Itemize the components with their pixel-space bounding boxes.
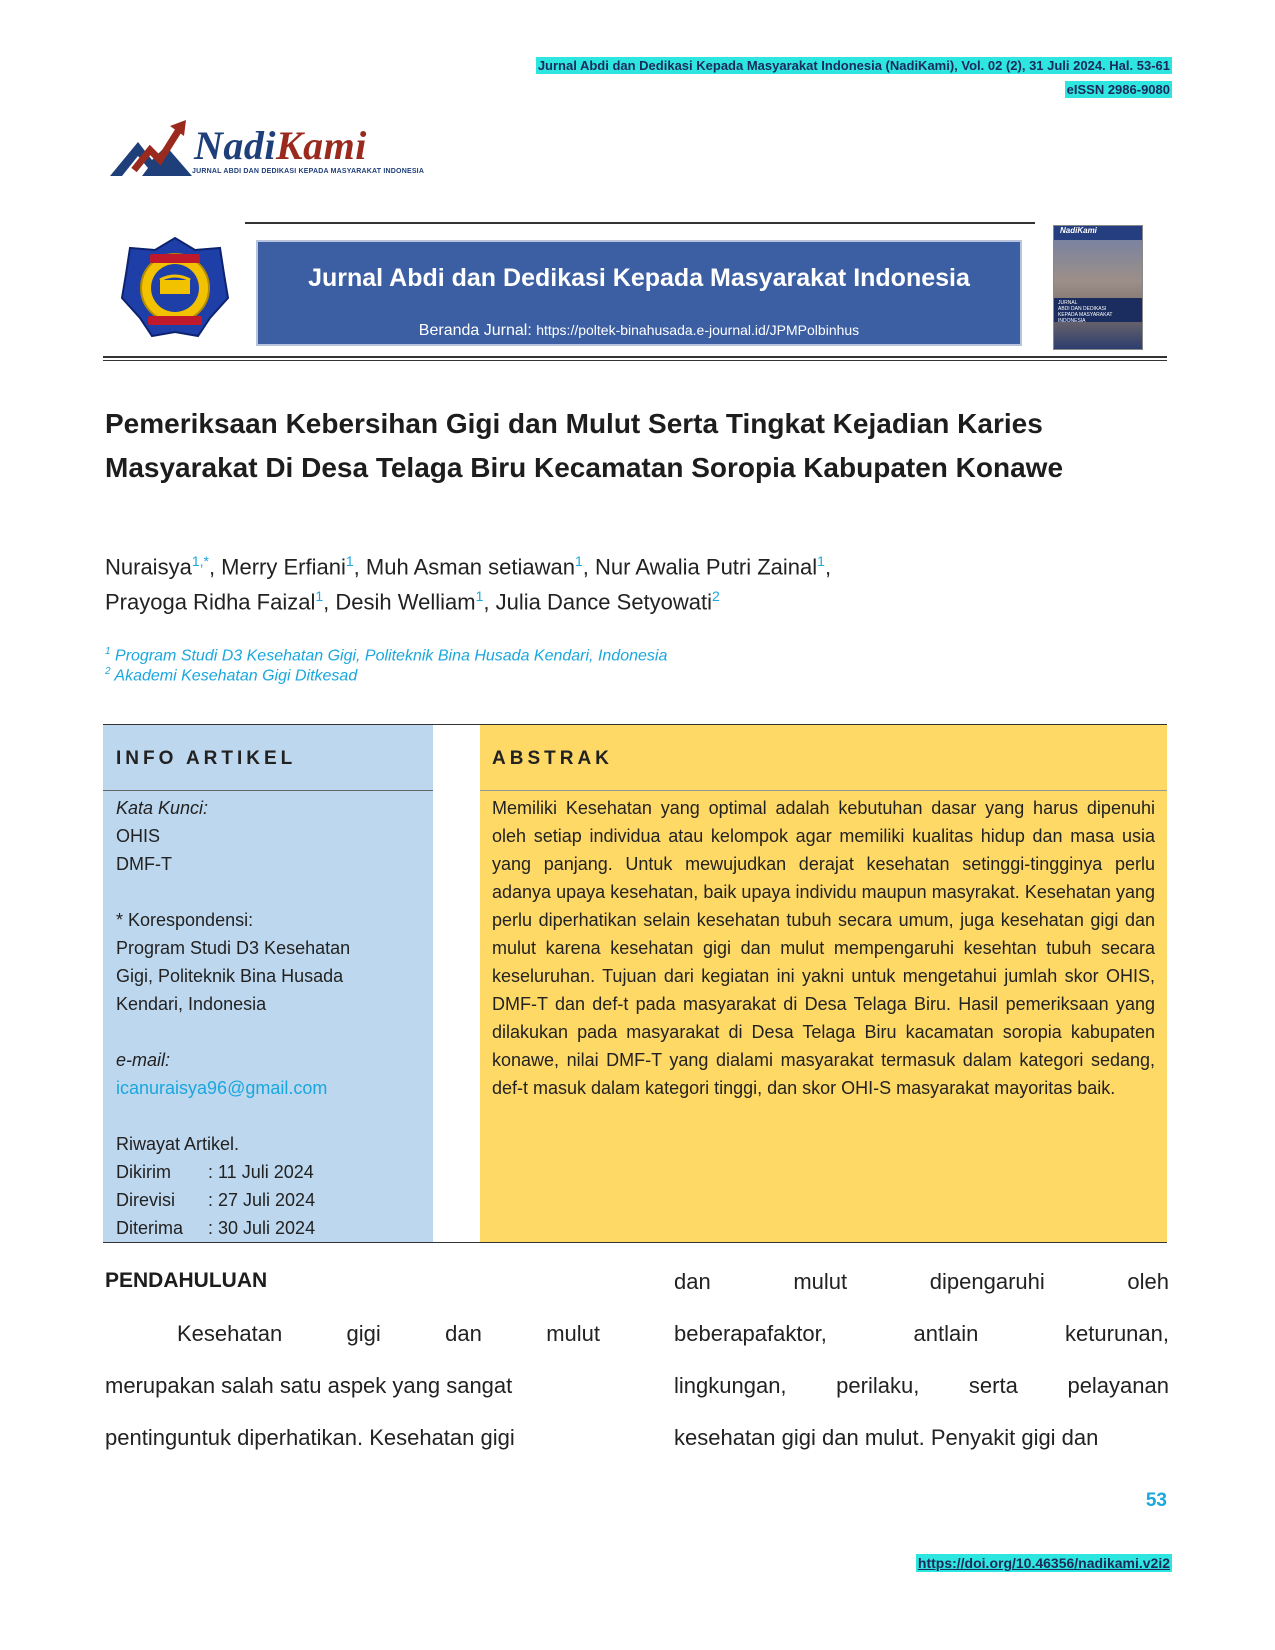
article-title: Pemeriksaan Kebersihan Gigi dan Mulut Serta Tingkat Kejadian Karies Masyarakat Di Desa Telaga Biru Kecamatan Soropia Kabupaten Konawe: [105, 408, 1064, 483]
banner-rule-bottom: [103, 356, 1167, 358]
author-affiliation-mark: 1,*: [191, 553, 209, 569]
article-info-body: [116, 794, 426, 1242]
body-text-line: dan mulut dipengaruhi oleh: [674, 1269, 1169, 1294]
history-row: Diterima : 30 Juli 2024: [116, 1218, 316, 1238]
abstract-heading: ABSTRAK: [492, 748, 613, 769]
author-name: , Desih Welliam: [323, 589, 476, 615]
body-text-line: merupakan salah satu aspek yang sangat: [105, 1373, 513, 1398]
banner-title: Jurnal Abdi dan Dedikasi Kepada Masyarakat Indonesia: [308, 264, 970, 292]
body-text-line: beberapafaktor, antlain keturunan,: [674, 1321, 1169, 1346]
body-text-line: kesehatan gigi dan mulut. Penyakit gigi dan: [674, 1425, 1099, 1450]
cover-band: JURNAL ABDI DAN DEDIKASI KEPADA MASYARAKAT INDONESIA: [1054, 298, 1142, 322]
banner-rule-top: [245, 222, 1035, 224]
body-text-line: Kesehatan gigi dan mulut: [177, 1321, 600, 1346]
email-link[interactable]: icanuraisya96@gmail.com: [116, 1078, 328, 1098]
running-header-issn: eISSN 2986-9080: [1066, 82, 1170, 97]
correspondence-line: Gigi, Politeknik Bina Husada: [116, 966, 344, 986]
author-list-line-2: [105, 588, 720, 615]
author-name: , Nur Awalia Putri Zainal: [582, 554, 818, 580]
cover-header: NadiKami: [1054, 226, 1142, 240]
author-affiliation-mark: 1: [315, 588, 324, 604]
info-box-rule-bottom: [103, 1242, 1167, 1243]
email-label: e-mail:: [116, 1050, 171, 1070]
logo-mountain-arrow-icon: [108, 120, 194, 180]
author-affiliation-mark: 1: [817, 553, 825, 569]
author-name: ,: [824, 554, 832, 580]
journal-banner: [256, 240, 1022, 346]
nadikami-logo: [108, 120, 425, 190]
author-list-line-1: [105, 553, 831, 580]
correspondence-line: Program Studi D3 Kesehatan: [116, 938, 351, 958]
politeknik-seal: [120, 236, 230, 341]
author-name: , Merry Erfiani: [208, 554, 346, 580]
author-affiliation-mark: 1: [345, 553, 354, 569]
keyword: OHIS: [116, 826, 161, 846]
author-name: Nuraisya: [105, 554, 192, 580]
article-info-heading: INFO ARTIKEL: [116, 748, 297, 769]
section-heading-introduction: PENDAHULUAN: [105, 1269, 268, 1292]
author-affiliation-mark: 1: [475, 588, 484, 604]
keyword: DMF-T: [116, 854, 172, 874]
affiliation-2: $^2$ Akademi Kesehatan Gigi Ditkesad: [105, 666, 358, 685]
running-header-journal: Jurnal Abdi dan Dedikasi Kepada Masyarakat Indonesia (NadiKami), Vol. 02 (2), 31 Juli 2024. Hal. 53-61: [537, 58, 1170, 73]
keywords-label: Kata Kunci:: [116, 798, 209, 818]
author-affiliation-mark: 2: [712, 588, 720, 604]
banner-homepage: [258, 322, 1020, 340]
correspondence-line: Kendari, Indonesia: [116, 994, 267, 1014]
banner-homepage-label: Beranda Jurnal:: [418, 322, 537, 339]
article-info-divider: [103, 790, 433, 791]
body-text-line: pentinguntuk diperhatikan. Kesehatan gigi: [105, 1425, 515, 1450]
history-row: Dikirim : 11 Juli 2024: [116, 1162, 314, 1182]
banner-rule-bottom-thin: [103, 360, 1167, 361]
banner-homepage-link[interactable]: https://poltek-binahusada.e-journal.id/JPMPolbinhus: [536, 322, 860, 338]
doi-link[interactable]: https://doi.org/10.46356/nadikami.v2i2: [917, 1555, 1170, 1571]
author-affiliation-mark: 1: [575, 553, 583, 569]
body-text-line: lingkungan, perilaku, serta pelayanan: [674, 1373, 1169, 1398]
logo-tagline: JURNAL ABDI DAN DEDIKASI KEPADA MASYARAKAT INDONESIA: [192, 168, 425, 175]
author-name: , Muh Asman setiawan: [353, 554, 575, 580]
abstract-text: Memiliki Kesehatan yang optimal adalah kebutuhan dasar yang harus dipenuhi oleh setiap individua atau kelompok agar memiliki kualitas hidup dan masa usia yang panjang. Untuk mewujudkan derajat kesehatan setinggi-tingginya perlu adanya upaya kesehatan, baik upaya individu maupun masyrakat. Kesehatan yang perlu diperhatikan selain kesehatan tubuh secara umum, juga kesehatan gigi dan mulut karena kesehatan gigi dan mulut mempengaruhi kesehtan tubuh secara keseluruhan. Tujuan dari kegiatan ini yakni untuk mengetahui jumlah skor OHIS, DMF-T dan def-t pada masyarakat di Desa Telaga Biru. Hasil pemeriksaan yang dilakukan pada masyarakat di Desa Telaga Biru kacamatan soropia kabupaten konawe, nilai DMF-T yang dialami masyarakat termasuk dalam kategori sedang, def-t masuk dalam kategori tinggi, dan skor OHI-S masyarakat mayoritas baik.: [492, 798, 1155, 1098]
author-name: Prayoga Ridha Faizal: [105, 589, 316, 615]
body-column-right: [674, 1256, 1169, 1464]
affiliation-1: $^1$ Program Studi D3 Kesehatan Gigi, Politeknik Bina Husada Kendari, Indonesia: [105, 646, 668, 665]
author-name: , Julia Dance Setyowati: [483, 589, 713, 615]
history-row: Direvisi : 27 Juli 2024: [116, 1190, 316, 1210]
page-number: 53: [1145, 1490, 1167, 1511]
politeknik-seal-icon: [120, 236, 230, 341]
journal-cover-thumbnail: [1053, 225, 1143, 350]
history-label: Riwayat Artikel.: [116, 1134, 240, 1154]
correspondence-label: * Korespondensi:: [116, 910, 254, 930]
logo-wordmark: NadiKami: [194, 123, 367, 168]
abstract-divider: [480, 790, 1167, 791]
body-column-left: [105, 1308, 600, 1464]
